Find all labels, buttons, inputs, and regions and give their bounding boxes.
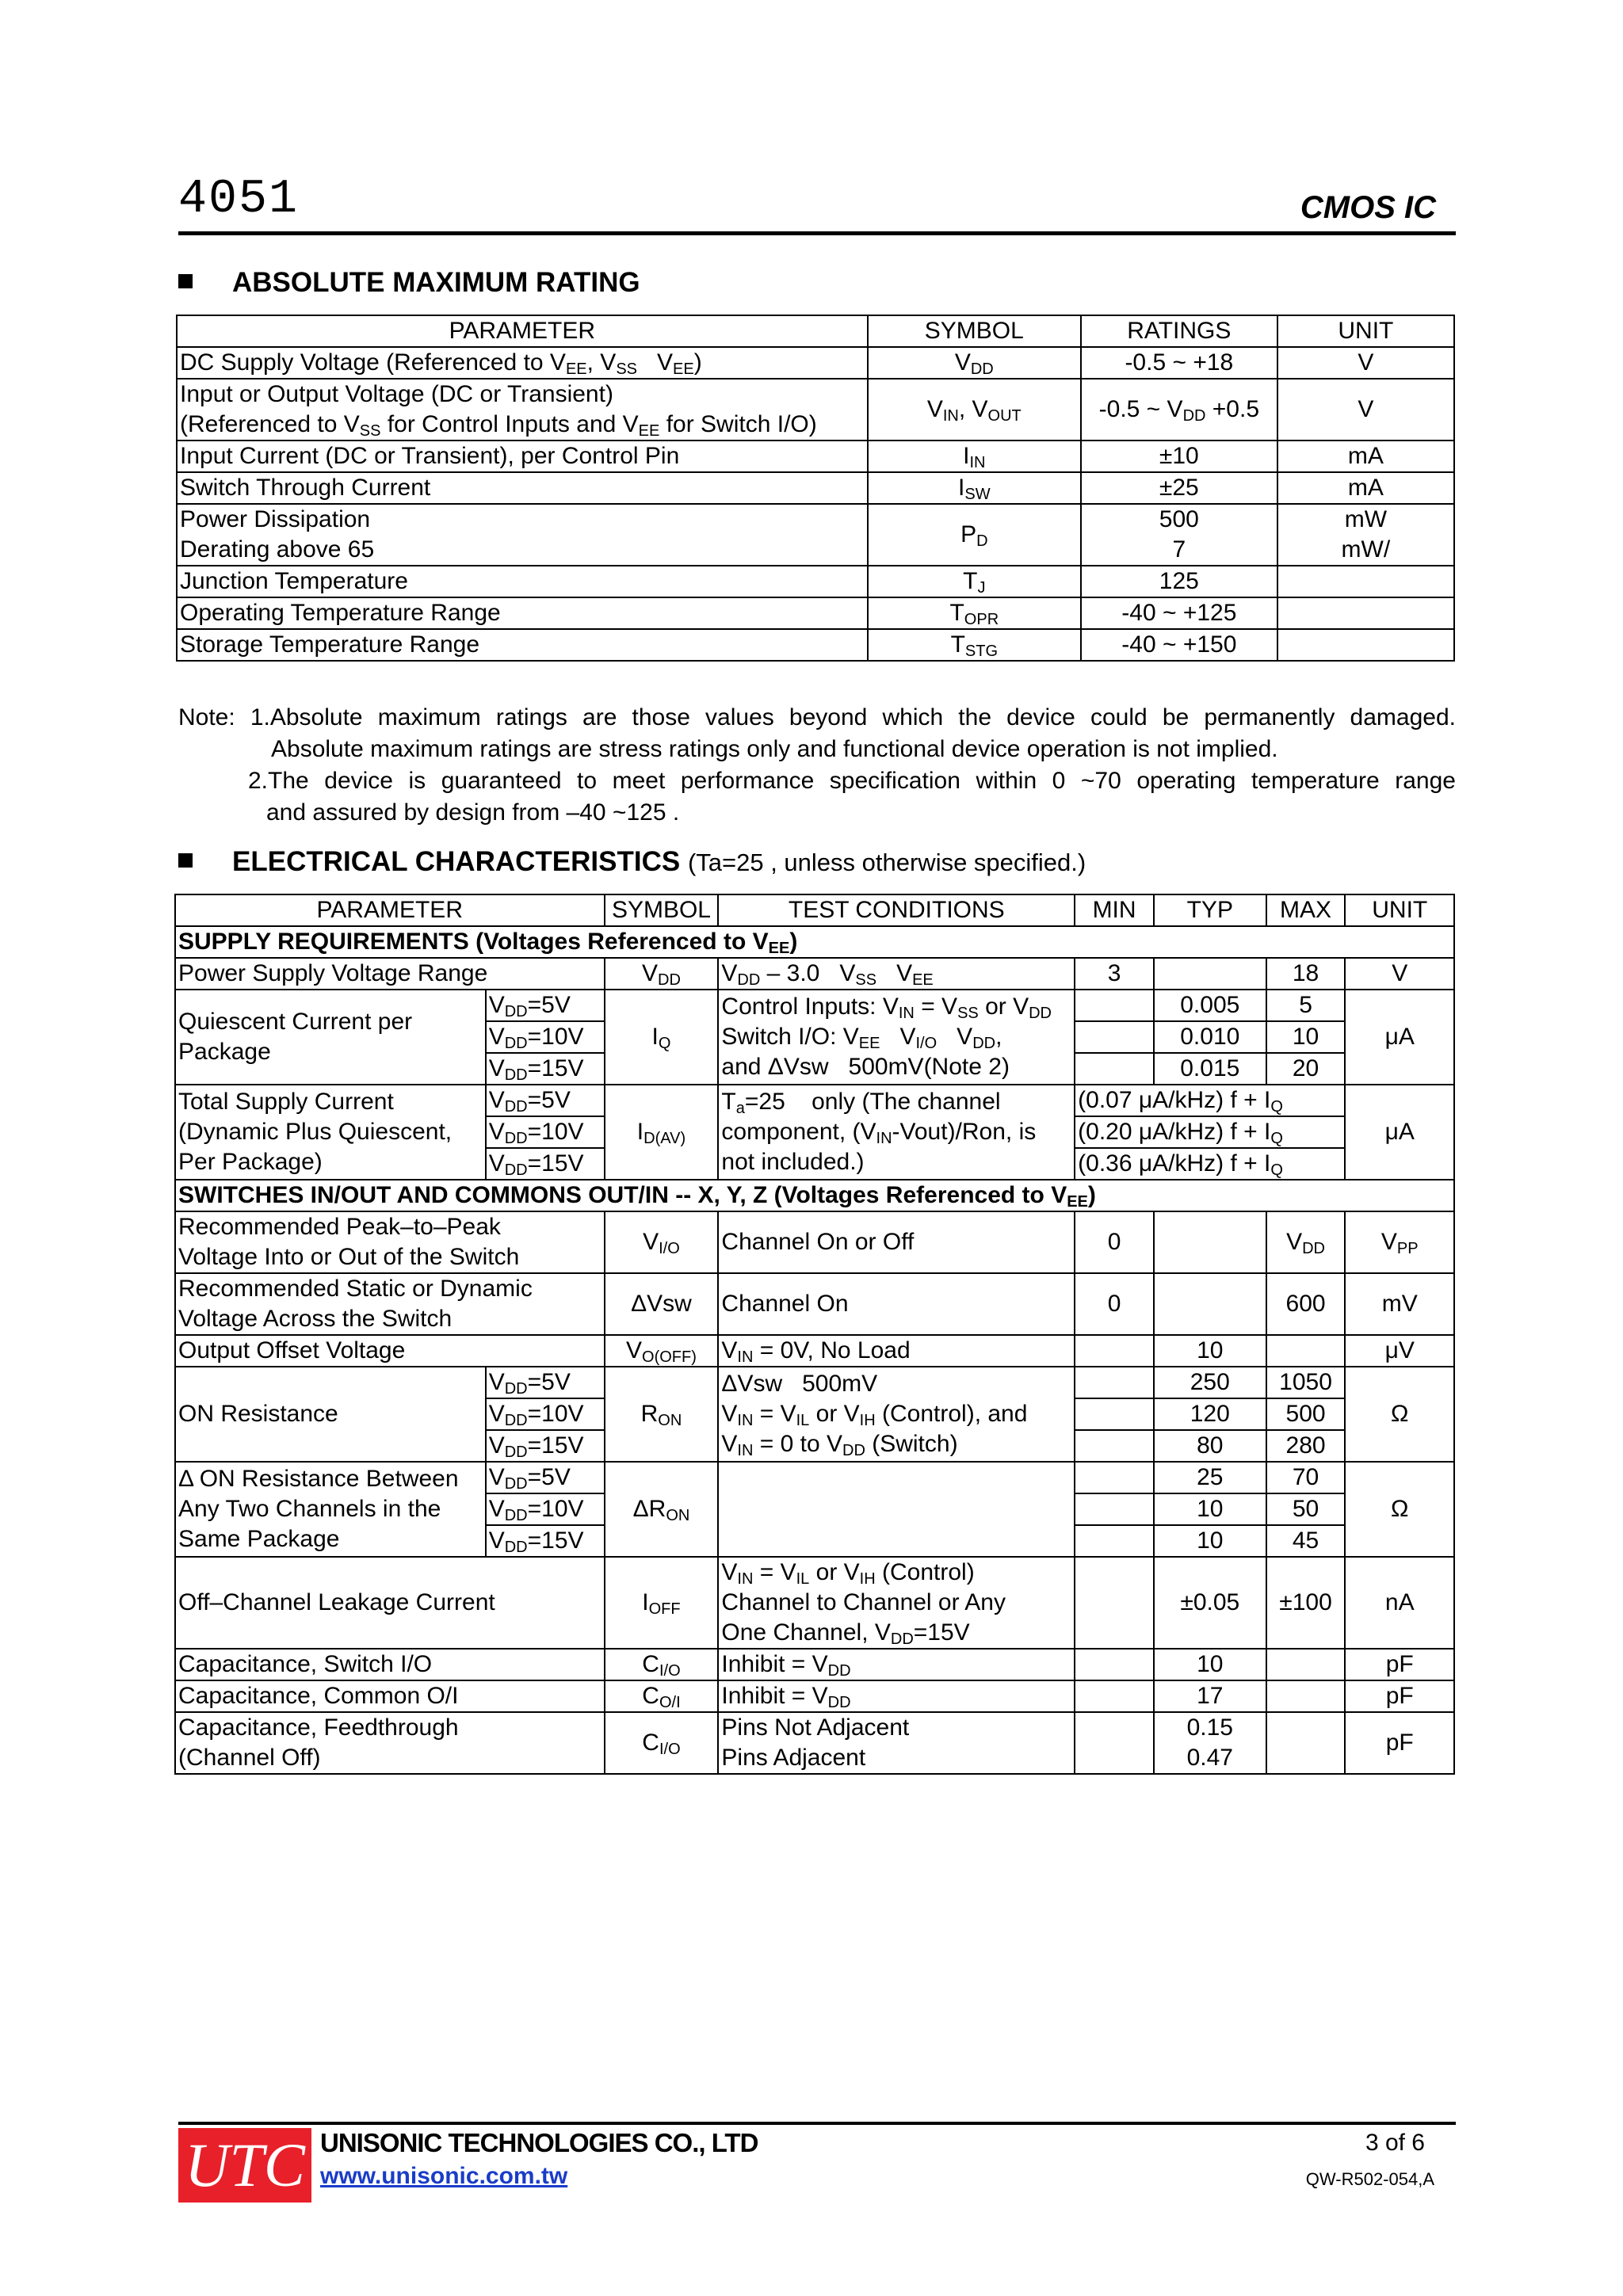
unit-cell: mV xyxy=(1345,1273,1454,1335)
unit-cell: pF xyxy=(1345,1712,1454,1774)
typ-cell xyxy=(1154,1211,1266,1273)
max-cell: 600 xyxy=(1266,1273,1346,1335)
min-cell xyxy=(1075,1557,1154,1649)
table-row xyxy=(175,1712,1454,1774)
formula-cell: (0.36 μA/kHz) $f + I_Q$ xyxy=(1075,1148,1345,1180)
condition-cell: $V_{DD} - 3.0$ $V_{SS}$ $V_{EE}$ xyxy=(718,958,1075,990)
min-cell xyxy=(1075,990,1154,1021)
unit-cell xyxy=(1277,629,1454,661)
vdd-cell: $V_{DD}=15V$ xyxy=(486,1525,605,1557)
max-cell: 18 xyxy=(1266,958,1346,990)
rating-cell: -40 ~ +125 xyxy=(1081,597,1277,629)
vdd-cell: $V_{DD}=5V$ xyxy=(486,1462,605,1493)
param-cell: Input Current (DC or Transient), per Control Pin xyxy=(177,441,868,472)
min-cell xyxy=(1075,1649,1154,1680)
max-cell: 45 xyxy=(1266,1525,1346,1557)
max-cell: ±100 xyxy=(1266,1557,1346,1649)
typ-cell: 120 xyxy=(1154,1398,1266,1430)
vdd-cell: $V_{DD}=5V$ xyxy=(486,990,605,1021)
param-cell: Off–Channel Leakage Current xyxy=(175,1557,605,1649)
rating-cell: -40 ~ +150 xyxy=(1081,629,1277,661)
header-rule xyxy=(178,231,1456,235)
unit-cell: mA xyxy=(1277,472,1454,504)
page-number: 3 of 6 xyxy=(1365,2130,1425,2156)
condition-cell: Inhibit = $V_{DD}$ xyxy=(718,1649,1075,1680)
typ-cell: 10 xyxy=(1154,1335,1266,1367)
condition-cell: Channel On xyxy=(718,1273,1075,1335)
typ-cell: ±0.05 xyxy=(1154,1557,1266,1649)
param-cell: Total Supply Current (Dynamic Plus Quiescent, Per Package) xyxy=(175,1085,486,1180)
vdd-cell: $V_{DD}=15V$ xyxy=(486,1148,605,1180)
param-cell: Storage Temperature Range xyxy=(177,629,868,661)
absolute-maximum-rating-table xyxy=(176,315,1455,662)
col-header: PARAMETER xyxy=(175,894,605,926)
vdd-cell: $V_{DD}=10V$ xyxy=(486,1116,605,1148)
rating-cell: -0.5 ~ +18 xyxy=(1081,347,1277,379)
rating-cell: -0.5 ~ $V_{DD} +0.5$ xyxy=(1081,379,1277,441)
unit-cell: mW mW/ xyxy=(1277,504,1454,566)
param-cell: Quiescent Current per Package xyxy=(175,990,486,1085)
col-header: SYMBOL xyxy=(868,315,1081,347)
typ-cell: 17 xyxy=(1154,1680,1266,1712)
symbol-cell: $C_{O/I}$ xyxy=(605,1680,719,1712)
param-cell: DC Supply Voltage (Referenced to $V_{EE}$, $V_{SS}$ $V_{EE}$) xyxy=(177,347,868,379)
unit-cell: V xyxy=(1345,958,1454,990)
unit-cell xyxy=(1277,597,1454,629)
condition-cell xyxy=(718,1462,1075,1557)
max-cell: 20 xyxy=(1266,1053,1346,1085)
bullet-square-icon xyxy=(178,274,193,288)
table-row xyxy=(177,629,1454,661)
table-row xyxy=(177,379,1454,441)
min-cell xyxy=(1075,1367,1154,1398)
min-cell xyxy=(1075,1462,1154,1493)
unit-cell: $V_{PP}$ xyxy=(1345,1211,1454,1273)
symbol-cell: $V_{DD}$ xyxy=(605,958,719,990)
table-row xyxy=(175,1273,1454,1335)
param-cell: Input or Output Voltage (DC or Transient) (Referenced to $V_{SS}$ for Control Inputs and $V_{EE}$ for Switch I/O) xyxy=(177,379,868,441)
symbol-cell: $T_{STG}$ xyxy=(868,629,1081,661)
table-row xyxy=(177,472,1454,504)
min-cell xyxy=(1075,1712,1154,1774)
param-cell: ON Resistance xyxy=(175,1367,486,1462)
elec-section-heading xyxy=(178,846,1086,878)
symbol-cell: $I_{SW}$ xyxy=(868,472,1081,504)
min-cell xyxy=(1075,1680,1154,1712)
table-header-row xyxy=(175,894,1454,926)
vdd-cell: $V_{DD}=15V$ xyxy=(486,1430,605,1462)
typ-cell: 0.015 xyxy=(1154,1053,1266,1085)
typ-cell: 0.005 xyxy=(1154,990,1266,1021)
param-cell: Power Dissipation Derating above 65 xyxy=(177,504,868,566)
max-cell xyxy=(1266,1649,1346,1680)
unit-cell: pF xyxy=(1345,1649,1454,1680)
group-header: SWITCHES IN/OUT AND COMMONS OUT/IN -- X, Y, Z (Voltages Referenced to $V_{EE}$) xyxy=(175,1180,1454,1211)
typ-cell: 25 xyxy=(1154,1462,1266,1493)
col-header: RATINGS xyxy=(1081,315,1277,347)
min-cell: 0 xyxy=(1075,1273,1154,1335)
symbol-cell: ΔVsw xyxy=(605,1273,719,1335)
condition-cell: Control Inputs: $V_{IN} = V_{SS}$ or $V_{DD}$ Switch I/O: $V_{EE}$ $V_{I/O}$ $V_{DD}$, and ΔVsw 500mV(Note 2) xyxy=(718,990,1075,1085)
group-header-row xyxy=(175,926,1454,958)
condition-cell: $V_{IN} = V_{IL}$ or $V_{IH}$ (Control) Channel to Channel or Any One Channel, $V_{DD}=15V$ xyxy=(718,1557,1075,1649)
table-row xyxy=(175,958,1454,990)
param-cell: Switch Through Current xyxy=(177,472,868,504)
vdd-cell: $V_{DD}=15V$ xyxy=(486,1053,605,1085)
rating-cell: ±25 xyxy=(1081,472,1277,504)
max-cell xyxy=(1266,1712,1346,1774)
min-cell xyxy=(1075,1053,1154,1085)
unit-cell: V xyxy=(1277,347,1454,379)
symbol-cell: $V_{IN}$, $V_{OUT}$ xyxy=(868,379,1081,441)
param-cell: Junction Temperature xyxy=(177,566,868,597)
symbol-cell: $I_Q$ xyxy=(605,990,719,1085)
symbol-cell: $V_{I/O}$ xyxy=(605,1211,719,1273)
min-cell: 3 xyxy=(1075,958,1154,990)
typ-cell: 0.010 xyxy=(1154,1021,1266,1053)
max-cell: 70 xyxy=(1266,1462,1346,1493)
table-row xyxy=(177,504,1454,566)
condition-cell: Inhibit = $V_{DD}$ xyxy=(718,1680,1075,1712)
max-cell: 10 xyxy=(1266,1021,1346,1053)
typ-cell: 10 xyxy=(1154,1649,1266,1680)
param-cell: Capacitance, Switch I/O xyxy=(175,1649,605,1680)
typ-cell: 10 xyxy=(1154,1493,1266,1525)
symbol-cell: $I_{D(AV)}$ xyxy=(605,1085,719,1180)
unit-cell: Ω xyxy=(1345,1462,1454,1557)
symbol-cell: $P_D$ xyxy=(868,504,1081,566)
table-row xyxy=(177,597,1454,629)
group-header-row xyxy=(175,1180,1454,1211)
formula-cell: (0.20 μA/kHz) $f + I_Q$ xyxy=(1075,1116,1345,1148)
unit-cell: μA xyxy=(1345,990,1454,1085)
param-cell: Δ ON Resistance Between Any Two Channels in the Same Package xyxy=(175,1462,486,1557)
note-1-line-2: Absolute maximum ratings are stress ratings only and functional device operation is not implied. xyxy=(271,736,1278,762)
col-header: PARAMETER xyxy=(177,315,868,347)
param-cell: Capacitance, Common O/I xyxy=(175,1680,605,1712)
col-header: TYP xyxy=(1154,894,1266,926)
document-number: QW-R502-054,A xyxy=(1305,2169,1434,2189)
min-cell xyxy=(1075,1335,1154,1367)
condition-cell: Channel On or Off xyxy=(718,1211,1075,1273)
formula-cell: (0.07 μA/kHz) $f + I_Q$ xyxy=(1075,1085,1345,1116)
param-cell: Recommended Peak–to–Peak Voltage Into or Out of the Switch xyxy=(175,1211,605,1273)
rating-cell: 125 xyxy=(1081,566,1277,597)
max-cell: 50 xyxy=(1266,1493,1346,1525)
min-cell xyxy=(1075,1430,1154,1462)
symbol-cell: $C_{I/O}$ xyxy=(605,1649,719,1680)
unit-cell: mA xyxy=(1277,441,1454,472)
abs-section-heading xyxy=(178,267,640,299)
table-row xyxy=(177,566,1454,597)
unit-cell: μA xyxy=(1345,1085,1454,1180)
symbol-cell: $V_{DD}$ xyxy=(868,347,1081,379)
symbol-cell: $V_{O(OFF)}$ xyxy=(605,1335,719,1367)
table-row xyxy=(175,1680,1454,1712)
unit-cell: nA xyxy=(1345,1557,1454,1649)
min-cell xyxy=(1075,1493,1154,1525)
col-header: UNIT xyxy=(1345,894,1454,926)
unit-cell: pF xyxy=(1345,1680,1454,1712)
max-cell xyxy=(1266,1335,1346,1367)
min-cell: 0 xyxy=(1075,1211,1154,1273)
vdd-cell: $V_{DD}=10V$ xyxy=(486,1021,605,1053)
footer-rule xyxy=(178,2122,1456,2125)
table-row xyxy=(175,1649,1454,1680)
max-cell: 280 xyxy=(1266,1430,1346,1462)
table-row xyxy=(175,1085,1454,1116)
symbol-cell: $T_J$ xyxy=(868,566,1081,597)
col-header: MIN xyxy=(1075,894,1154,926)
condition-cell: Pins Not Adjacent Pins Adjacent xyxy=(718,1712,1075,1774)
vdd-cell: $V_{DD}=5V$ xyxy=(486,1367,605,1398)
typ-cell xyxy=(1154,958,1266,990)
note-2-line-1: 2.The device is guaranteed to meet performance specification within 0 ~70 operating temperature range xyxy=(248,768,1456,794)
col-header: MAX xyxy=(1266,894,1346,926)
unit-cell: μV xyxy=(1345,1335,1454,1367)
note-1-line-1: Note: 1.Absolute maximum ratings are those values beyond which the device could be permanently damaged. xyxy=(178,704,1456,730)
rating-cell: ±10 xyxy=(1081,441,1277,472)
typ-cell xyxy=(1154,1273,1266,1335)
condition-cell: $V_{IN} = 0V$, No Load xyxy=(718,1335,1075,1367)
max-cell: 1050 xyxy=(1266,1367,1346,1398)
col-header: TEST CONDITIONS xyxy=(718,894,1075,926)
symbol-cell: $C_{I/O}$ xyxy=(605,1712,719,1774)
rating-cell: 500 7 xyxy=(1081,504,1277,566)
param-cell: Output Offset Voltage xyxy=(175,1335,605,1367)
symbol-cell: $R_{ON}$ xyxy=(605,1367,719,1462)
table-row xyxy=(175,1462,1454,1493)
col-header: UNIT xyxy=(1277,315,1454,347)
electrical-characteristics-table xyxy=(174,894,1455,1775)
table-row xyxy=(177,347,1454,379)
typ-cell: 250 xyxy=(1154,1367,1266,1398)
param-cell: Capacitance, Feedthrough (Channel Off) xyxy=(175,1712,605,1774)
abs-section-title: ABSOLUTE MAXIMUM RATING xyxy=(232,267,640,298)
table-header-row xyxy=(177,315,1454,347)
min-cell xyxy=(1075,1398,1154,1430)
condition-cell: ΔVsw 500mV $V_{IN} = V_{IL}$ or $V_{IH}$ (Control), and $V_{IN} = 0$ to $V_{DD}$ (Switch) xyxy=(718,1367,1075,1462)
typ-cell: 10 xyxy=(1154,1525,1266,1557)
max-cell: $V_{DD}$ xyxy=(1266,1211,1346,1273)
note-2-line-2: and assured by design from –40 ~125 . xyxy=(266,799,680,826)
unit-cell xyxy=(1277,566,1454,597)
elec-section-condition: (Ta=25 , unless otherwise specified.) xyxy=(687,849,1086,876)
document-category: CMOS IC xyxy=(1300,190,1436,225)
max-cell: 5 xyxy=(1266,990,1346,1021)
vdd-cell: $V_{DD}=10V$ xyxy=(486,1398,605,1430)
col-header: SYMBOL xyxy=(605,894,719,926)
company-website-link[interactable]: www.unisonic.com.tw xyxy=(320,2163,568,2189)
min-cell xyxy=(1075,1021,1154,1053)
table-row xyxy=(175,1211,1454,1273)
unit-cell: Ω xyxy=(1345,1367,1454,1462)
table-row xyxy=(175,1557,1454,1649)
company-name: UNISONIC TECHNOLOGIES CO., LTD xyxy=(320,2128,758,2157)
param-cell: Power Supply Voltage Range xyxy=(175,958,605,990)
table-row xyxy=(175,1335,1454,1367)
symbol-cell: $I_{OFF}$ xyxy=(605,1557,719,1649)
max-cell: 500 xyxy=(1266,1398,1346,1430)
table-row xyxy=(175,1367,1454,1398)
symbol-cell: $\Delta R_{ON}$ xyxy=(605,1462,719,1557)
param-cell: Recommended Static or Dynamic Voltage Across the Switch xyxy=(175,1273,605,1335)
bullet-square-icon xyxy=(178,853,193,868)
max-cell xyxy=(1266,1680,1346,1712)
param-cell: Operating Temperature Range xyxy=(177,597,868,629)
typ-cell: 0.15 0.47 xyxy=(1154,1712,1266,1774)
vdd-cell: $V_{DD}=5V$ xyxy=(486,1085,605,1116)
part-number: 4051 xyxy=(178,173,300,227)
utc-logo: UTC xyxy=(178,2128,311,2203)
min-cell xyxy=(1075,1525,1154,1557)
unit-cell: V xyxy=(1277,379,1454,441)
elec-section-title: ELECTRICAL CHARACTERISTICS xyxy=(232,846,681,877)
symbol-cell: $I_{IN}$ xyxy=(868,441,1081,472)
group-header: SUPPLY REQUIREMENTS (Voltages Referenced to $V_{EE}$) xyxy=(175,926,1454,958)
vdd-cell: $V_{DD}=10V$ xyxy=(486,1493,605,1525)
typ-cell: 80 xyxy=(1154,1430,1266,1462)
table-row xyxy=(177,441,1454,472)
condition-cell: $T_a=25$ only (The channel component, $(V_{IN}-Vout)$/Ron, is not included.) xyxy=(718,1085,1075,1180)
table-row xyxy=(175,990,1454,1021)
symbol-cell: $T_{OPR}$ xyxy=(868,597,1081,629)
